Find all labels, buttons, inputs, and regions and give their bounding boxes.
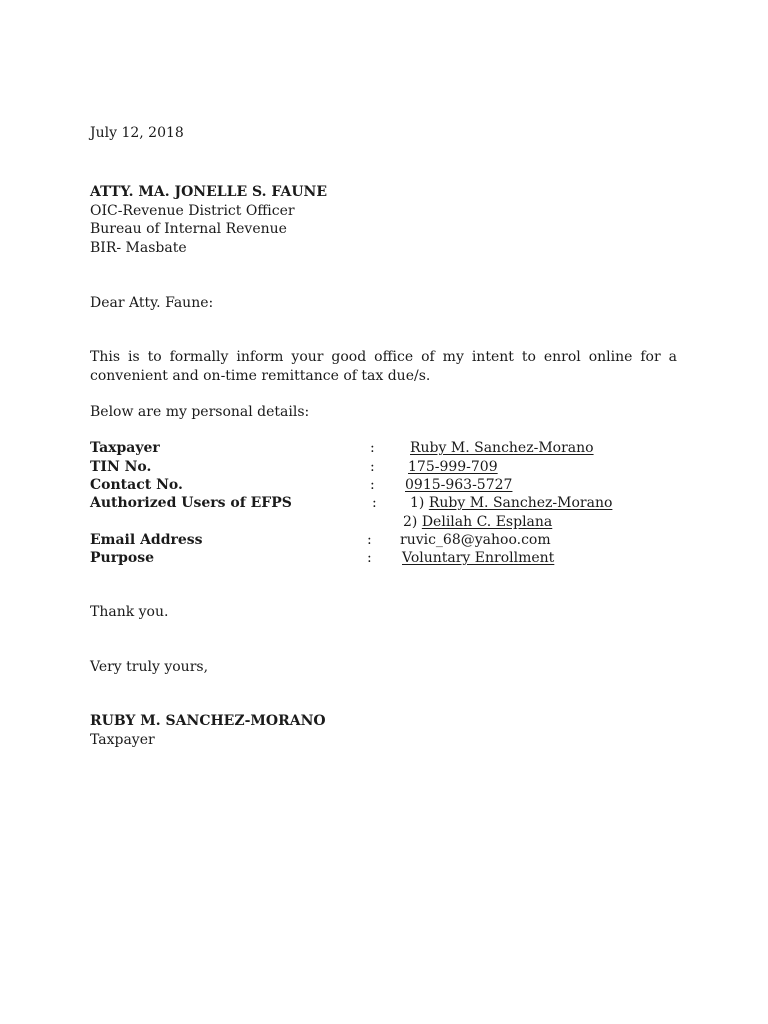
authorized-users-label: Authorized Users of EFPS — [90, 495, 292, 511]
letter-date: July 12, 2018 — [90, 125, 184, 141]
detail-row-email — [90, 531, 690, 550]
authorized-user-1 — [410, 494, 612, 513]
body-line-1: This is to formally inform your good office of my intent to enrol online for a — [90, 349, 677, 365]
taxpayer-colon: : — [370, 440, 375, 456]
detail-row-contact — [90, 476, 690, 495]
signer-name: RUBY M. SANCHEZ-MORANO — [90, 713, 326, 729]
email-colon: : — [367, 532, 372, 548]
authorized-user-1-name: Ruby M. Sanchez-Morano — [428, 495, 613, 511]
detail-row-authorized-users — [90, 494, 690, 513]
detail-row-authorized-user-2 — [90, 513, 690, 532]
contact-label: Contact No. — [90, 477, 183, 493]
tin-label: TIN No. — [90, 459, 152, 475]
recipient-name: ATTY. MA. JONELLE S. FAUNE — [90, 184, 328, 200]
tin-colon: : — [370, 459, 375, 475]
authorized-users-colon: : — [372, 495, 377, 511]
taxpayer-value: Ruby M. Sanchez-Morano — [410, 440, 594, 456]
tin-value: 175-999-709 — [408, 459, 498, 475]
recipient-title: OIC-Revenue District Officer — [90, 203, 295, 219]
signer-title: Taxpayer — [90, 732, 155, 748]
authorized-user-2 — [403, 513, 552, 532]
contact-value: 0915-963-5727 — [405, 477, 513, 493]
contact-colon: : — [370, 477, 375, 493]
purpose-colon: : — [367, 550, 372, 566]
closing: Very truly yours, — [90, 659, 209, 675]
authorized-user-2-name: Delilah C. Esplana — [421, 514, 553, 530]
details-intro: Below are my personal details: — [90, 404, 310, 420]
detail-row-purpose — [90, 549, 690, 568]
email-value: ruvic_68@yahoo.com — [400, 532, 551, 548]
body-paragraph — [90, 348, 677, 385]
thank-you: Thank you. — [90, 604, 169, 620]
recipient-branch: BIR- Masbate — [90, 240, 187, 256]
recipient-office: Bureau of Internal Revenue — [90, 221, 287, 237]
authorized-user-1-prefix: 1) — [410, 495, 425, 511]
authorized-user-2-prefix: 2) — [403, 514, 418, 530]
detail-row-tin — [90, 458, 690, 477]
purpose-label: Purpose — [90, 550, 154, 566]
detail-row-taxpayer — [90, 439, 690, 458]
purpose-value: Voluntary Enrollment — [402, 550, 555, 566]
salutation: Dear Atty. Faune: — [90, 295, 214, 311]
body-line-2: convenient and on-time remittance of tax due/s. — [90, 367, 431, 384]
taxpayer-label: Taxpayer — [90, 440, 160, 456]
email-label: Email Address — [90, 532, 203, 548]
